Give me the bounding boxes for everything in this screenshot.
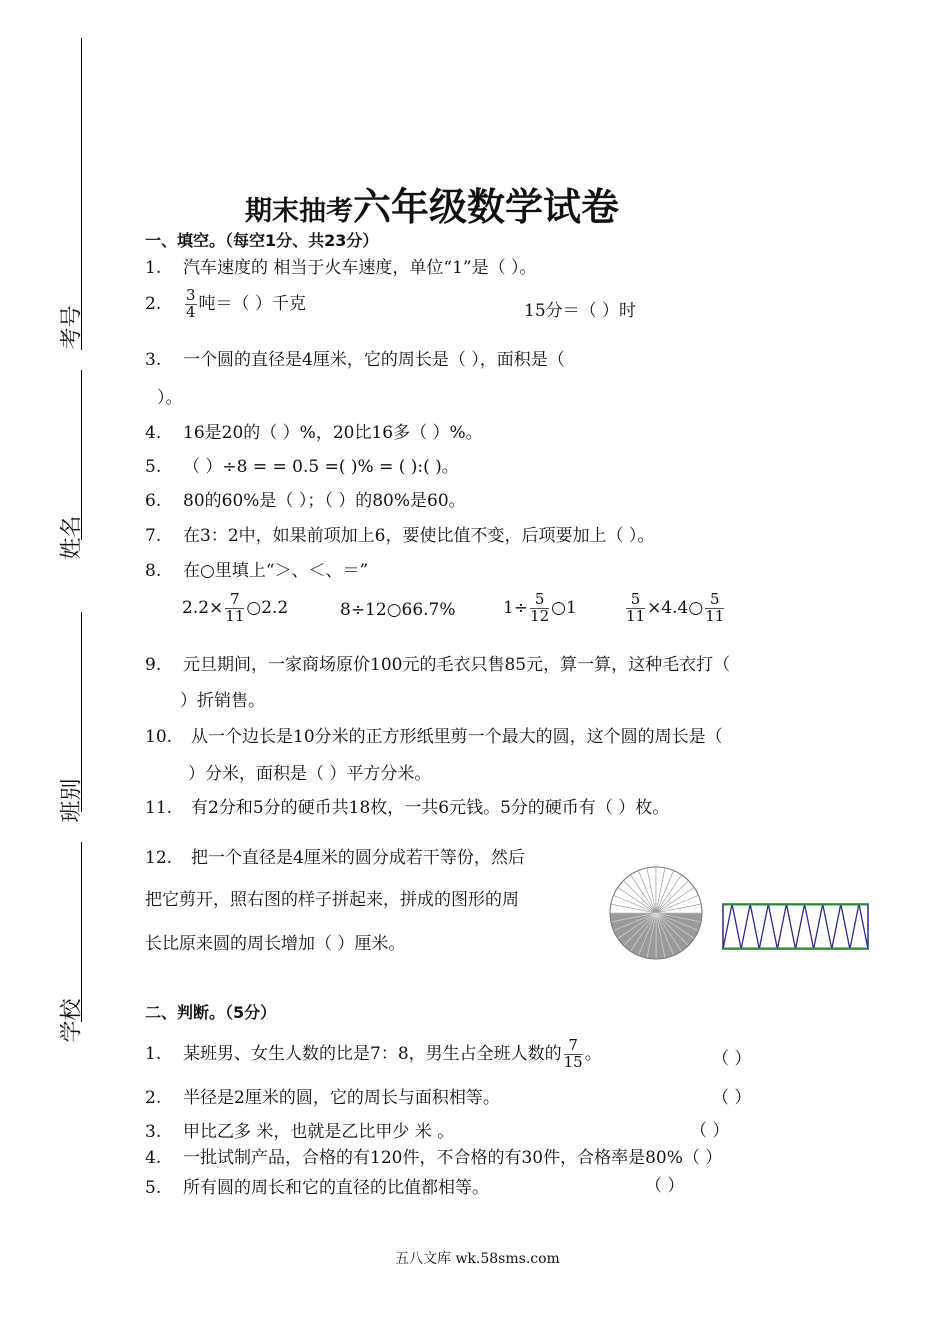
question-7 [145,521,654,546]
q-text: 有2分和5分的硬币共18枚，一共6元钱。5分的硬币有（ ）枚。 [191,798,670,818]
title-prefix: 期末抽考 [245,196,353,227]
page-title [245,176,619,231]
q-number: 1. [145,1043,162,1064]
question-10 [145,722,723,747]
exam-number-label: 考号 [59,305,85,350]
expr-text: ○2.2 [246,597,289,618]
q-number: 8. [145,561,162,581]
denominator: 11 [225,606,245,625]
q-text: 从一个边长是10分米的正方形纸里剪一个最大的圆，这个圆的周长是（ [191,727,723,747]
q-number: 5. [145,1178,162,1198]
question-8-expr-4 [624,592,726,625]
denominator: 4 [186,302,196,321]
q-text: 在○里填上“＞、＜、＝” [183,561,369,581]
q-text: 一批试制产品，合格的有120件，不合格的有30件，合格率是80%（ ） [183,1148,723,1168]
fraction-3-4 [185,288,197,321]
judge-2 [145,1083,500,1108]
expr-text: ○1 [551,597,577,618]
fraction-5-12 [530,592,549,625]
expr-text: ×4.4○ [647,597,704,618]
question-8-expr-3 [503,592,577,625]
school-label: 学校 [59,998,85,1043]
q-number: 7. [145,526,162,546]
q-text: 把一个直径是4厘米的圆分成若干等份，然后 [191,848,525,868]
numerator: 7 [225,592,244,609]
judge-3 [145,1117,454,1142]
q-text: 元旦期间，一家商场原价100元的毛衣只售85元，算一算，这种毛衣打（ [183,655,731,675]
denominator: 12 [530,606,550,625]
q-text: 甲比乙多 米，也就是乙比甲少 米 。 [183,1122,455,1142]
question-3-cont: ）。 [157,388,183,408]
question-3 [145,345,565,370]
question-9-cont: ）折销售。 [180,691,265,711]
q-text-a: 吨＝（ ）千克 [198,293,306,314]
question-1 [145,253,537,278]
q-number: 3. [145,1122,162,1142]
section1-heading: 一、填空。（每空1分、共23分） [145,231,379,250]
class-label: 班别 [59,778,85,823]
name-label: 姓名 [59,515,85,560]
numerator: 5 [530,592,549,609]
denominator: 11 [705,606,725,625]
q-text: 一个圆的直径是4厘米，它的周长是（ ），面积是（ [183,350,565,370]
judge-5 [145,1173,489,1198]
q-text: 汽车速度的 相当于火车速度，单位“1”是（ ）。 [183,258,537,278]
q-number: 11. [145,798,173,818]
denominator: 15 [563,1052,583,1071]
question-12-line3: 长比原来圆的周长增加（ ）厘米。 [145,934,406,954]
fraction-5-11 [626,592,645,625]
judge-2-answer[interactable]: （ ） [712,1088,752,1108]
judge-5-answer[interactable]: （ ） [645,1176,685,1196]
question-10-cont: ）分米，面积是（ ）平方分米。 [188,764,432,784]
q-text: （ ）÷8 = = 0.5 =( )% = ( ):( )。 [183,457,459,477]
q-text: 16是20的（ ）%，20比16多（ ）%。 [183,423,483,443]
q-number: 6. [145,491,162,511]
numerator: 5 [705,592,724,609]
q-text: 80的60%是（ ）；（ ）的80%是60。 [183,491,466,511]
expr-text: 2.2× [182,597,224,618]
q-text-end: 。 [584,1043,602,1064]
q-number: 9. [145,655,162,675]
question-4 [145,418,483,443]
question-11 [145,793,669,818]
q-number: 4. [145,423,162,443]
question-8 [145,556,368,581]
denominator: 11 [626,606,646,625]
numerator: 7 [564,1038,583,1055]
q-number: 12. [145,848,173,868]
judge-1-answer[interactable]: （ ） [712,1049,752,1069]
footer-watermark: 五八文库 wk.58sms.com [395,1251,560,1267]
question-8-expr-2: 8÷12○66.7% [340,600,456,620]
question-9 [145,650,730,675]
q-text: 某班男、女生人数的比是7：8，男生占全班人数的 [183,1043,562,1064]
question-8-expr-1 [182,592,288,625]
judge-1 [145,1038,602,1071]
q-number: 2. [145,1088,162,1108]
numerator: 3 [186,286,196,304]
rearranged-rectangle-figure [722,902,870,952]
q-number: 10. [145,727,173,747]
fraction-5-11-b [705,592,724,625]
q-number: 4. [145,1148,162,1168]
numerator: 5 [626,592,645,609]
question-6 [145,486,466,511]
fraction-7-15 [564,1038,583,1071]
judge-4 [145,1143,722,1168]
q-number: 3. [145,350,162,370]
question-12-line2: 把它剪开，照右图的样子拼起来，拼成的图形的周 [145,890,519,910]
q-number: 2. [145,293,162,314]
section2-heading: 二、判断。（5分） [145,1003,277,1022]
q-text: 半径是2厘米的圆，它的周长与面积相等。 [183,1088,500,1108]
question-2b: 15分＝（ ）时 [524,301,637,321]
question-12 [145,843,525,868]
q-text: 所有圆的周长和它的直径的比值都相等。 [183,1178,489,1198]
q-number: 1. [145,258,162,278]
title-main: 六年级数学试卷 [353,185,620,229]
question-5 [145,452,459,477]
q-text: 在3：2中，如果前项加上6，要使比值不变，后项要加上（ ）。 [183,526,655,546]
judge-3-answer[interactable]: （ ） [690,1121,730,1141]
expr-text: 1÷ [503,597,529,618]
q-number: 5. [145,457,162,477]
divided-circle-figure [608,865,704,961]
question-2 [145,288,306,321]
fraction-7-11 [225,592,244,625]
